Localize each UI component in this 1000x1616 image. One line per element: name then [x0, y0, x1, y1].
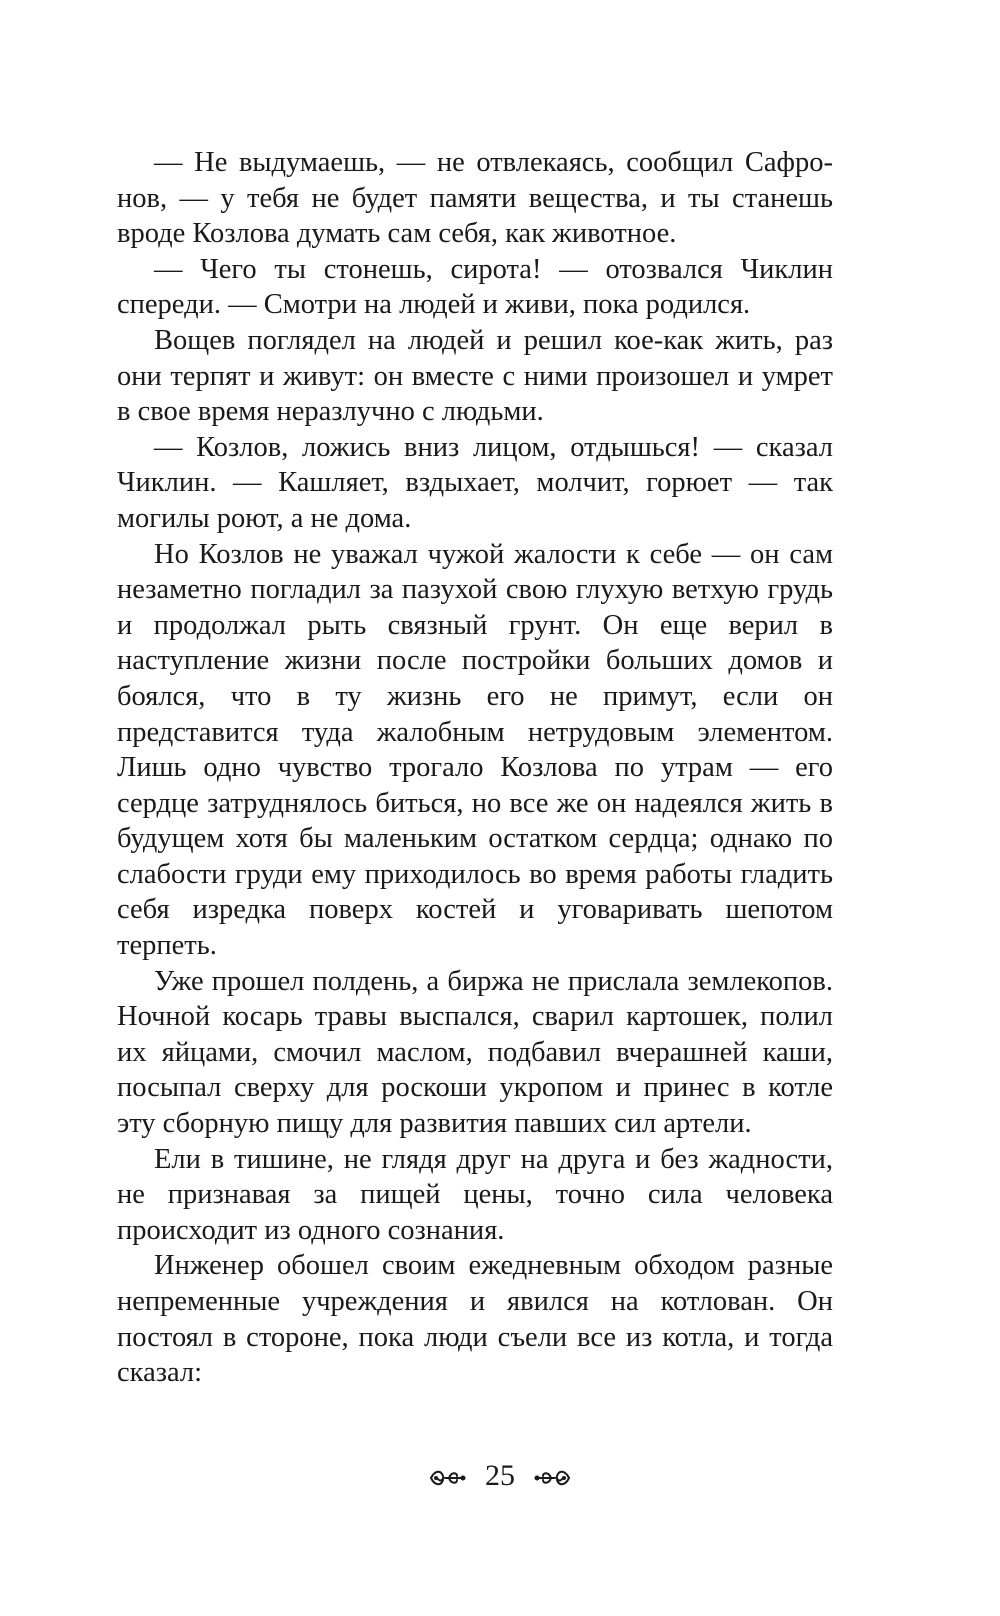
- page-number: 25: [485, 1459, 515, 1492]
- paragraph: Ели в тишине, не глядя друг на друга и без жадности, не признавая за пищей цены, точно сила человека происходит из одного сознания.: [117, 1143, 833, 1246]
- paragraph: Вощев поглядел на людей и решил кое-как жить, раз они терпят и живут: он вместе с ними произошел и умрет в свое время неразлучно с людьми.: [117, 324, 833, 428]
- paragraph: — Чего ты стонешь, сирота! — отозвался Чиклин спереди. — Смотри на людей и живи, пока родился.: [117, 253, 833, 321]
- paragraph: Но Козлов не уважал чужой жалости к себе — он сам незаметно погладил за пазухой свою глухую ветхую грудь и продолжал рыть связный грунт. Он еще верил в наступление жизни после постройки больших домов и боялся, что в ту жизнь его не примут, если он представится туда жалобным нетрудовым элементом. Лишь одно чувство трогало Козлова по утрам — его сердце затруднялось биться, но все же он надеялся жить в будущем хотя бы маленьким остатком сердца; однако по слабости груди ему приходилось во время работы гладить себя изредка поверх костей и уговаривать шепотом терпеть.: [117, 538, 833, 962]
- paragraph: — Не выдумаешь, — не отвлекаясь, сообщил Сафронов, — у тебя не будет памяти вещества, и ты станешь вроде Козлова думать сам себя, как животное.: [117, 147, 833, 250]
- floral-ornament-icon: [427, 1464, 467, 1488]
- paragraph: — Козлов, ложись вниз лицом, отдышься! — сказал Чиклин. — Кашляет, вздыхает, молчит, горюет — так могилы роют, а не дома.: [117, 431, 833, 534]
- page-body: [117, 145, 833, 1391]
- paragraph: Инженер обошел своим ежедневным обходом разные непременные учреждения и явился на котлован. Он постоял в стороне, пока люди съели все из котла, и тогда сказал:: [117, 1250, 833, 1389]
- page-footer: [0, 1459, 1000, 1493]
- floral-ornament-icon: [533, 1464, 573, 1488]
- paragraph: Уже прошел полдень, а биржа не прислала землекопов. Ночной косарь травы выспался, сварил картошек, полил их яйцами, смочил маслом, подбавил вчерашней каши, посыпал сверху для роскоши укропом и принес в котле эту сборную пищу для развития павших сил артели.: [117, 965, 833, 1140]
